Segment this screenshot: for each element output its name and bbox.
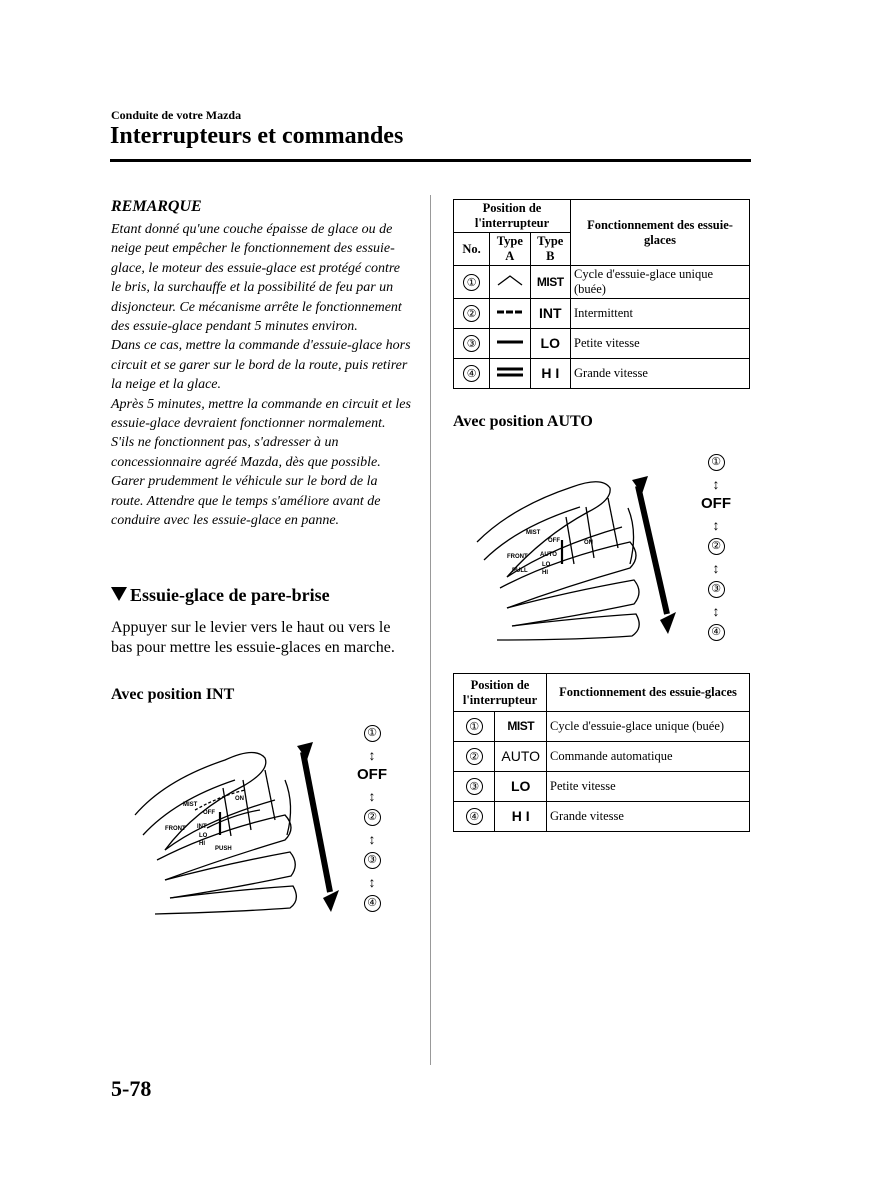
lever-label-int: INT bbox=[197, 824, 207, 830]
lever-label-hi: HI bbox=[542, 570, 548, 576]
auto-position-table bbox=[453, 673, 750, 832]
title-rule bbox=[110, 159, 751, 162]
page-number: 5-78 bbox=[111, 1076, 152, 1101]
table-row bbox=[454, 329, 750, 359]
table-row bbox=[454, 712, 750, 742]
switch-label: MIST bbox=[507, 719, 535, 733]
up-down-arrow-icon: ↕ bbox=[712, 560, 720, 576]
off-label: OFF bbox=[357, 766, 387, 783]
int-position-legend bbox=[356, 723, 388, 912]
int-heading: Avec position INT bbox=[111, 686, 235, 703]
caret-up-icon bbox=[495, 273, 525, 287]
note-body bbox=[111, 220, 411, 531]
lever-label-on: ON bbox=[584, 540, 593, 546]
note-paragraph: Etant donné qu'une couche épaisse de glace ou de neige peut empêcher le fonctionnement des essuie-glace, le moteur des essuie-glace est protégé contre le bris, la surchauffe et la possibilité de feu par un disjoncteur. Ce mécanisme arrête le fonctionnement des essuie-glace pendant 5 minutes environ. bbox=[111, 222, 402, 335]
function-cell: Commande automatique bbox=[547, 742, 750, 772]
triangle-down-icon bbox=[111, 587, 127, 601]
lever-label-front: FRONT bbox=[507, 554, 528, 560]
note-paragraph: Dans ce cas, mettre la commande d'essuie-glace hors circuit et se garer sur le bord de la route, puis retirer la neige et la glace. bbox=[111, 338, 411, 393]
function-cell: Grande vitesse bbox=[547, 802, 750, 832]
up-down-arrow-icon: ↕ bbox=[712, 476, 720, 492]
header-no: No. bbox=[454, 233, 490, 266]
row-number: ① bbox=[466, 718, 483, 735]
dashed-line-icon bbox=[495, 307, 525, 317]
up-down-arrow-icon: ↕ bbox=[368, 831, 376, 847]
switch-label: H I bbox=[511, 808, 530, 824]
switch-label: LO bbox=[510, 778, 531, 794]
position-2-marker: ② bbox=[364, 809, 381, 826]
row-number: ④ bbox=[466, 808, 483, 825]
function-cell: Cycle d'essuie-glace unique (buée) bbox=[571, 266, 750, 299]
chapter-title: Interrupteurs et commandes bbox=[110, 123, 404, 149]
lever-label-on: ON bbox=[235, 796, 244, 802]
type-b-label: MIST bbox=[536, 274, 564, 289]
note-heading: REMARQUE bbox=[111, 198, 202, 215]
type-b-label: LO bbox=[540, 335, 560, 351]
lever-label-off: OFF bbox=[548, 538, 560, 544]
table-row bbox=[454, 266, 750, 299]
up-down-arrow-icon: ↕ bbox=[368, 874, 376, 890]
up-down-arrow-icon: ↕ bbox=[712, 603, 720, 619]
auto-heading: Avec position AUTO bbox=[453, 413, 593, 430]
function-cell: Petite vitesse bbox=[571, 329, 750, 359]
lever-label-mist: MIST bbox=[183, 802, 198, 808]
position-1-marker: ① bbox=[708, 454, 725, 471]
section-label: Conduite de votre Mazda bbox=[111, 108, 242, 122]
function-cell: Intermittent bbox=[571, 299, 750, 329]
wiper-lever-int-illustration bbox=[125, 740, 340, 920]
row-number: ③ bbox=[463, 335, 480, 352]
switch-label: AUTO bbox=[501, 748, 541, 764]
wiper-lever-auto-illustration bbox=[462, 472, 692, 642]
auto-position-legend bbox=[700, 452, 732, 641]
function-cell: Cycle d'essuie-glace unique (buée) bbox=[547, 712, 750, 742]
position-2-marker: ② bbox=[708, 538, 725, 555]
section-heading-text: Essuie-glace de pare-brise bbox=[130, 585, 330, 605]
column-divider bbox=[430, 195, 431, 1065]
lever-label-front: FRONT bbox=[165, 826, 186, 832]
up-down-arrow-icon: ↕ bbox=[368, 788, 376, 804]
section-intro: Appuyer sur le levier vers le haut ou vers le bas pour mettre les essuie-glaces en marche. bbox=[111, 619, 395, 656]
header-function: Fonctionnement des essuie-glaces bbox=[547, 674, 750, 712]
row-number: ② bbox=[463, 305, 480, 322]
table-row bbox=[454, 742, 750, 772]
header-position: Position de l'interrupteur bbox=[454, 200, 571, 233]
position-4-marker: ④ bbox=[708, 624, 725, 641]
double-line-icon bbox=[495, 366, 525, 378]
lever-label-off: OFF bbox=[203, 810, 215, 816]
lever-label-push: PUSH bbox=[215, 846, 232, 852]
table-row bbox=[454, 772, 750, 802]
up-down-arrow-icon: ↕ bbox=[368, 747, 376, 763]
type-b-label: INT bbox=[538, 305, 562, 321]
lever-label-hi: HI bbox=[199, 841, 205, 847]
lever-label-auto: AUTO bbox=[540, 552, 557, 558]
header-position: Position de l'interrupteur bbox=[454, 674, 547, 712]
lever-label-mist: MIST bbox=[526, 530, 541, 536]
row-number: ③ bbox=[466, 778, 483, 795]
position-3-marker: ③ bbox=[708, 581, 725, 598]
row-number: ① bbox=[463, 274, 480, 291]
lever-label-pull: PULL bbox=[512, 568, 528, 574]
int-position-table bbox=[453, 199, 750, 389]
function-cell: Petite vitesse bbox=[547, 772, 750, 802]
note-paragraph: Après 5 minutes, mettre la commande en circuit et les essuie-glace devraient fonctionner normalement. S'ils ne fonctionnent pas, s'adresser à un concessionnaire agréé Mazda, dès que possible. Garer prudemment le véhicule sur le bord de la route. Attendre que le temps s'améliore avant de conduire avec les essuie-glace en panne. bbox=[111, 396, 411, 529]
table-row bbox=[454, 359, 750, 389]
row-number: ④ bbox=[463, 365, 480, 382]
header-function: Fonctionnement des essuie-glaces bbox=[571, 200, 750, 266]
function-cell: Grande vitesse bbox=[571, 359, 750, 389]
single-line-icon bbox=[495, 337, 525, 347]
off-label: OFF bbox=[701, 495, 731, 512]
table-row bbox=[454, 802, 750, 832]
header-type-a: Type A bbox=[490, 233, 530, 266]
table-row bbox=[454, 299, 750, 329]
row-number: ② bbox=[466, 748, 483, 765]
position-4-marker: ④ bbox=[364, 895, 381, 912]
position-1-marker: ① bbox=[364, 725, 381, 742]
lever-label-lo: LO bbox=[542, 562, 551, 568]
lever-label-lo: LO bbox=[199, 833, 208, 839]
header-type-b: Type B bbox=[530, 233, 570, 266]
type-b-label: H I bbox=[541, 365, 560, 381]
up-down-arrow-icon: ↕ bbox=[712, 517, 720, 533]
position-3-marker: ③ bbox=[364, 852, 381, 869]
section-heading bbox=[111, 585, 330, 606]
